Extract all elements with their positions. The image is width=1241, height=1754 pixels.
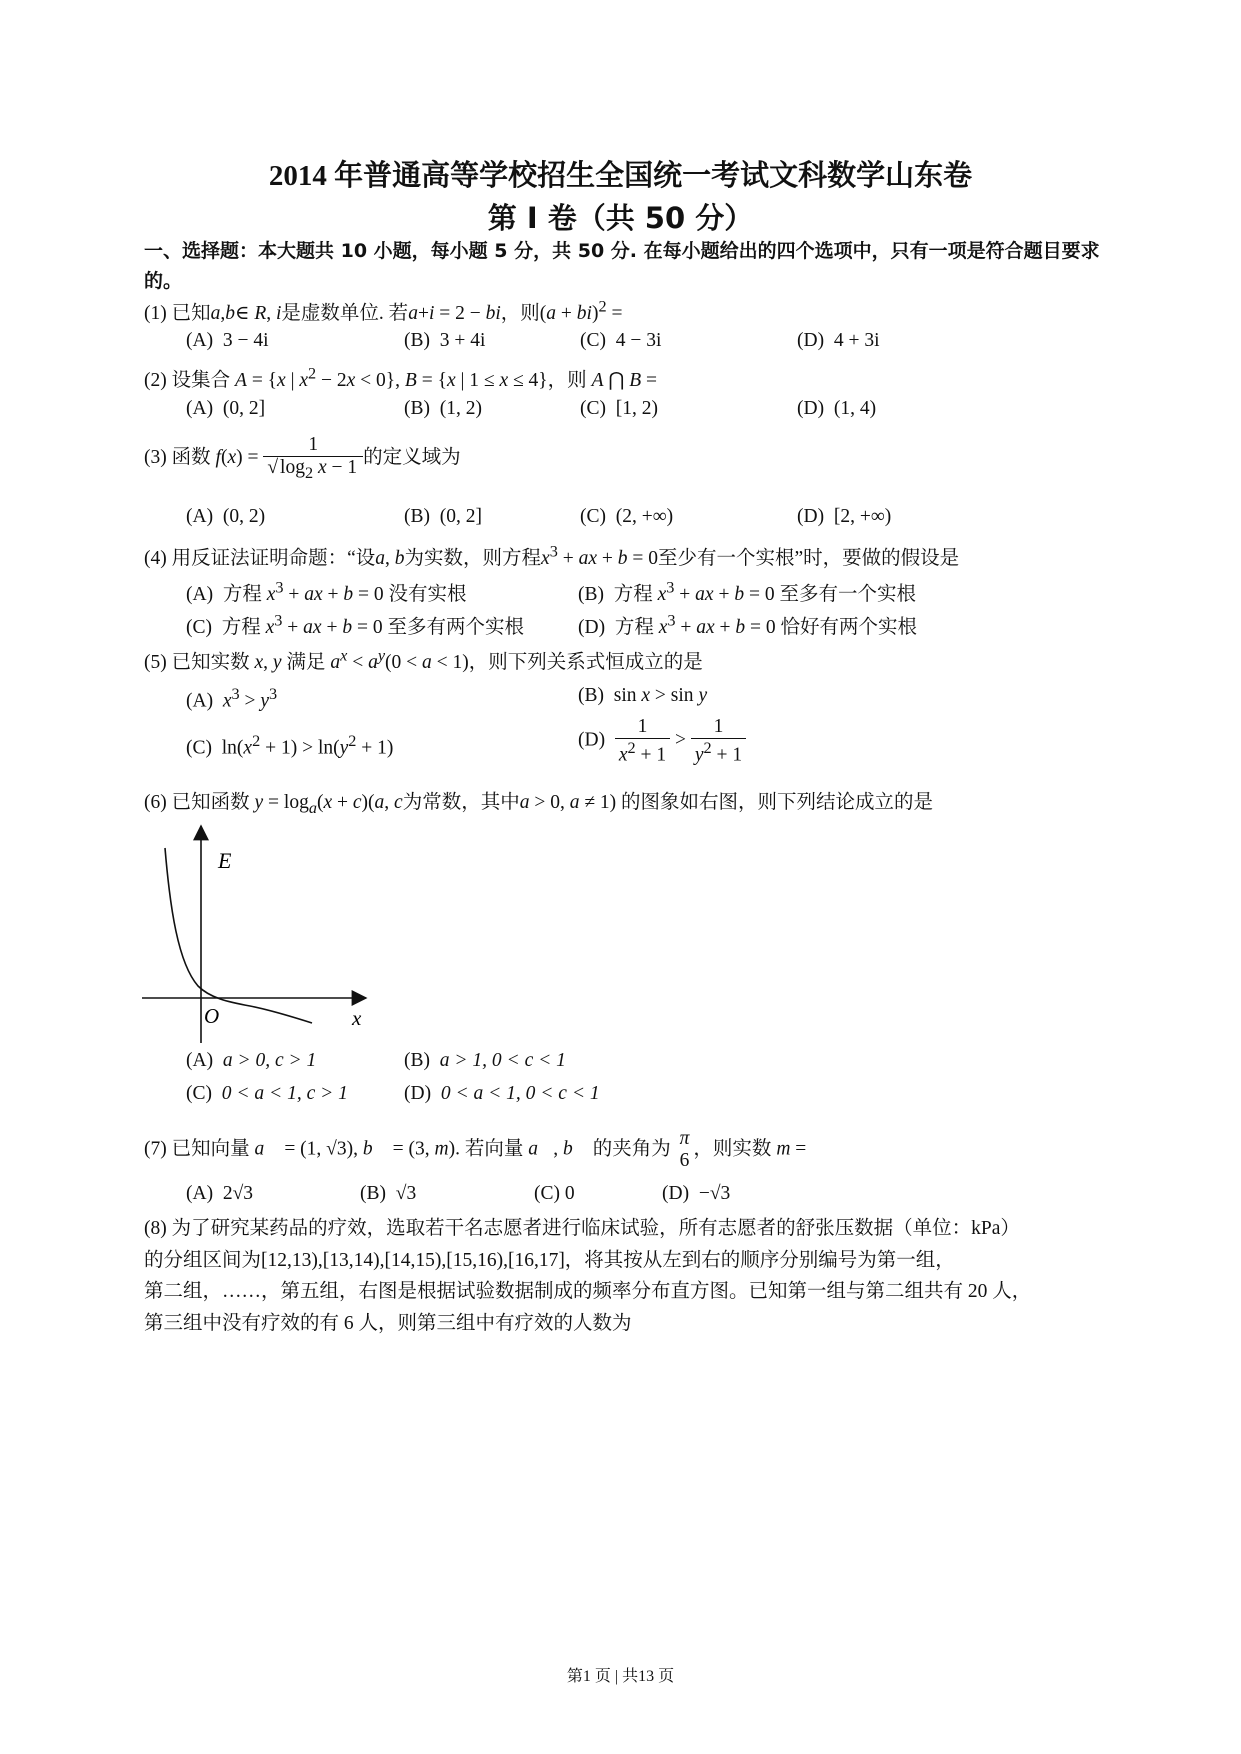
- question-5-option-b: (B) sin x > sin y: [578, 685, 708, 706]
- question-5-option-d: (D) $\frac{1}{x^2 + 1}$ > $\frac{1}{y^2 + 1}$: [578, 716, 746, 767]
- question-3-fraction: $\frac{1}{√ \log_2 x - 1}$: [263, 434, 363, 483]
- question-8-text: (8) 为了研究某药品的疗效，选取若干名志愿者进行临床试验，所有志愿者的舒张压数据（单位：kPa） 的分组区间为[12,13),[13,14),[14,15),[15,16),[16,17]，将其按从左到右的顺序分别编号为第一组， 第二组，……，第五组，右图是根据试验数据制成的频率分布直方图。已知第一组与第二组共有 20 人， 第三组中没有疗效的有 6 人，则第三组中有疗效的人数为: [144, 1218, 1032, 1334]
- question-6-graph: [140, 818, 380, 1048]
- question-2-option-d: (D) (1, 4): [797, 398, 877, 419]
- question-3-option-d: (D) [2, +∞): [797, 506, 892, 527]
- question-6-option-b: (B) a > 1, 0 < c < 1: [404, 1050, 566, 1071]
- question-2-option-a: (A) (0, 2]: [186, 398, 266, 419]
- graph-label-origin: O: [204, 1004, 220, 1028]
- question-4-option-c: (C) 方程 $x^3$ + ax + b = 0 至多有两个实根: [186, 611, 524, 638]
- page-footer: 第1 页 | 共13 页: [566, 1668, 675, 1685]
- question-4-option-d: (D) 方程 $x^3$ + ax + b = 0 恰好有两个实根: [578, 611, 918, 638]
- question-6-option-d: (D) 0 < a < 1, 0 < c < 1: [404, 1083, 600, 1104]
- question-3-option-b: (B) (0, 2]: [404, 506, 482, 527]
- question-6-option-a: (A) a > 0, c > 1: [186, 1050, 317, 1071]
- question-5-stem: (5) 已知实数 x, y 满足 $a^x < a^y(0 < a < 1)$，则下列关系式恒成立的是: [144, 646, 703, 673]
- graph-label-x: x: [352, 1006, 362, 1030]
- question-3-option-a: (A) (0, 2): [186, 506, 266, 527]
- question-5-option-a: (A) $x^3 > y^3$: [186, 685, 278, 712]
- question-1-option-a: (A) 3 − 4i: [186, 330, 269, 351]
- function-curve: [165, 848, 312, 1023]
- question-2-option-c: (C) [1, 2): [580, 398, 658, 419]
- question-2-stem: (2) 设集合 A = {x | $x^2 - 2x < 0$}, B = {x | 1 ≤ x ≤ 4}，则 A ⋂ B =: [144, 364, 658, 391]
- question-3-option-c: (C) (2, +∞): [580, 506, 674, 527]
- question-1-option-c: (C) 4 − 3i: [580, 330, 662, 351]
- question-1-option-d: (D) 4 + 3i: [797, 330, 880, 351]
- page-subtitle: 第 I 卷（共 50 分）: [487, 201, 754, 235]
- question-6-stem: (6) 已知函数 $y = \log_a(x + c)(a$, c为常数，其中a > 0, a ≠ 1) 的图象如右图，则下列结论成立的是: [144, 792, 934, 817]
- graph-label-e: E: [218, 848, 232, 873]
- question-4-option-a: (A) 方程 $x^3$ + ax + b = 0 没有实根: [186, 578, 467, 605]
- question-7-option-b: (B) √3: [360, 1183, 417, 1204]
- question-1-stem: (1) 已知a,b∈ R, i是虚数单位. 若a+i = 2 − bi，则(a + bi)$^2$ =: [144, 297, 623, 324]
- question-4-stem: (4) 用反证法证明命题：“设a, b为实数，则方程$x^3$ + ax + b = 0至少有一个实根”时，要做的假设是: [144, 542, 960, 569]
- question-7-option-a: (A) 2√3: [186, 1183, 254, 1204]
- question-7-option-d: (D) −√3: [662, 1183, 731, 1204]
- question-7-stem: (7) 已知向量 a⃗ = (1, √3), b⃗ = (3, m). 若向量 a⃗, b⃗ 的夹角为 π 6 ，则实数 m =: [144, 1128, 807, 1171]
- question-7-option-c: (C) 0: [534, 1183, 575, 1204]
- question-2-option-b: (B) (1, 2): [404, 398, 482, 419]
- question-5-option-c: (C) $\ln(x^2 + 1) > \ln(y^2 + 1)$: [186, 732, 394, 759]
- question-1-option-b: (B) 3 + 4i: [404, 330, 486, 351]
- section-heading: 一、选择题：本大题共 10 小题，每小题 5 分，共 50 分. 在每小题给出的四个选项中，只有一项是符合题目要求的。: [144, 240, 1100, 292]
- page-title: 2014 年普通高等学校招生全国统一考试文科数学山东卷: [268, 160, 973, 192]
- question-3-stem: (3) 函数 f(x) = $\frac{1}{√ \log_2 x - 1}$ 的定义域为: [144, 434, 461, 482]
- question-6-option-c: (C) 0 < a < 1, c > 1: [186, 1083, 348, 1104]
- question-4-option-b: (B) 方程 $x^3$ + ax + b = 0 至多有一个实根: [578, 578, 916, 605]
